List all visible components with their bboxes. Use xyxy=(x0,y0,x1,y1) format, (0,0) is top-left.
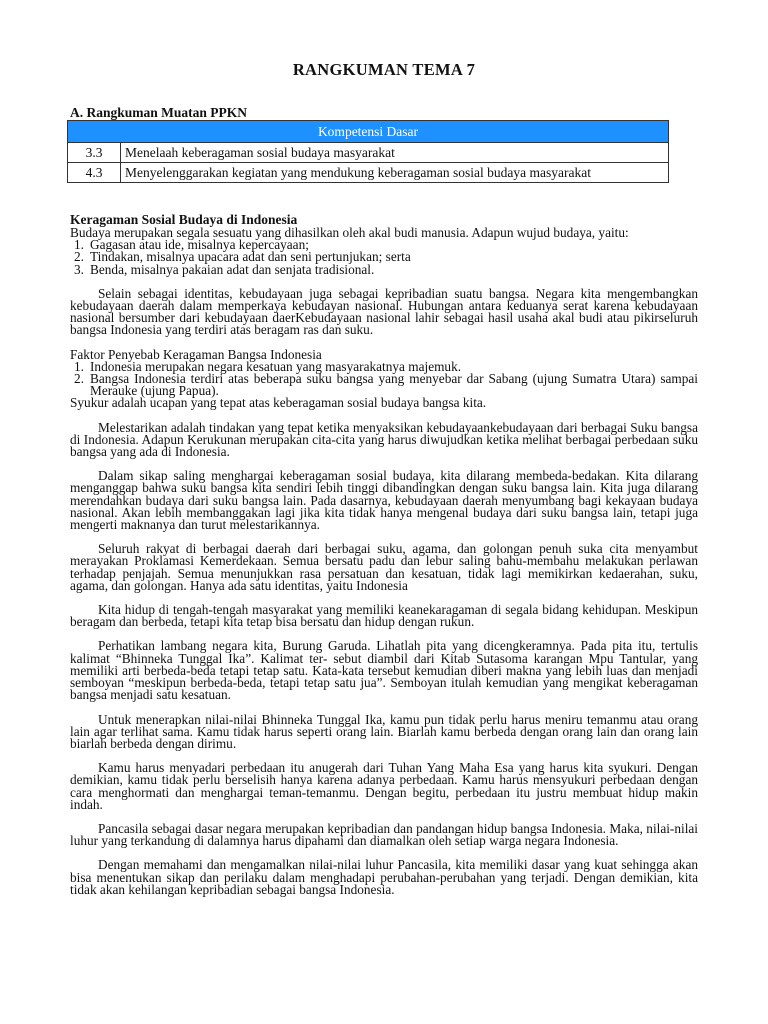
table-row xyxy=(68,143,669,163)
table-header: Kompetensi Dasar xyxy=(68,121,669,143)
paragraph: Pancasila sebagai dasar negara merupakan kepribadian dan pandangan hidup bangsa Indonesia. Maka, nilai-nilai luhur yang terkandung di dalamnya harus dipahami dan diamalkan oleh setiap warga negara Indonesia. xyxy=(70,820,698,849)
kd-text: Menyelenggarakan kegiatan yang mendukung keberagaman sosial budaya masyarakat xyxy=(121,163,669,183)
list-number: 1. xyxy=(74,358,84,374)
kd-text: Menelaah keberagaman sosial budaya masyarakat xyxy=(121,143,669,163)
kompetensi-dasar-table xyxy=(67,120,669,183)
list-number: 3. xyxy=(74,261,84,277)
intro-text: Budaya merupakan segala sesuatu yang dihasilkan oleh akal budi manusia. Adapun wujud budaya, yaitu: xyxy=(70,225,629,240)
paragraph: Perhatikan lambang negara kita, Burung Garuda. Lihatlah pita yang dicengkeramnya. Pada pita itu, tertulis kalimat “Bhinneka Tunggal Ika”. Kalimat ter- sebut diambil dari Kitab Sutasoma karangan Mpu Tantular, yang memiliki arti berbeda-beda tetapi tetap satu. Kata-kata tersebut kemudian diberi makna yang lebih luas dan menjadi semboyan “meskipun berbeda-beda, tetapi tetap satu jua”. Semboyan itulah kemudian yang mengikat keberagaman bangsa menjadi satu kesatuan. xyxy=(70,638,698,703)
body-content xyxy=(70,213,698,896)
kd-code: 3.3 xyxy=(68,143,121,163)
paragraph: Dalam sikap saling menghargai keberagaman sosial budaya, kita dilarang membeda-bedakan. Kita dilarang menganggap bahwa suku bangsa kita sendiri lebih tinggi dibandingkan dengan suku bangsa lain. Kita juga dilarang merendahkan budaya dari suku bangsa lain. Pada dasarnya, kebudayaan daerah menyumbang bagi kekayaan budaya nasional. Akan lebih membanggakan lagi jika kita tidak hanya mengenal budaya dari suku bangsa lain, tetapi juga mengerti maknanya dan turut melestarikannya. xyxy=(70,468,698,533)
wujud-budaya-list xyxy=(70,239,698,276)
paragraph: Dengan memahami dan mengamalkan nilai-nilai luhur Pancasila, kita memiliki dasar yang kuat sehingga akan bisa menentukan sikap dan perilaku dalam menghadapi perubahan-perubahan yang terjadi. Dengan demikian, kita tidak akan kehilangan kepribadian sebagai bangsa Indonesia. xyxy=(70,857,698,897)
section-heading: Keragaman Sosial Budaya di Indonesia xyxy=(70,212,298,227)
paragraph: Selain sebagai identitas, kebudayaan juga sebagai kepribadian suatu bangsa. Negara kita mengembangkan kebudayaan daerah dalam memperkaya kebudayan nasional. Hubungan antara keduanya serat karena kebudayaan nasional bersumber dari kebudayaan daerKebudayaan nasional lahir sebagai hasil usaha akal budi atau pikirseluruh bangsa Indonesia yang terdiri atas beragam ras dan suku. xyxy=(70,285,698,338)
list-number: 1. xyxy=(74,237,84,253)
faktor-list xyxy=(70,358,698,399)
list-text: Indonesia merupakan negara kesatuan yang masyarakatnya majemuk. xyxy=(90,358,462,374)
page-title: RANGKUMAN TEMA 7 xyxy=(292,60,476,79)
list-item xyxy=(70,373,698,397)
faktor-title: Faktor Penyebab Keragaman Bangsa Indonesia xyxy=(70,346,322,362)
list-item xyxy=(70,261,698,277)
kd-code: 4.3 xyxy=(68,163,121,183)
list-text: Bangsa Indonesia terdiri atas beberapa suku bangsa yang menyebar dar Sabang (ujung Sumatra Utara) sampai Merauke (ujung Papua). xyxy=(90,371,698,399)
list-text: Gagasan atau ide, misalnya kepercayaan; xyxy=(90,237,309,253)
table-row xyxy=(68,163,669,183)
paragraph: Untuk menerapkan nilai-nilai Bhinneka Tunggal Ika, kamu pun tidak perlu harus meniru temanmu atau orang lain agar terlihat sama. Kamu tidak harus seperti orang lain. Biarlah kamu berbeda dengan orang lain dan orang lain biarlah berbeda dengan dirimu. xyxy=(70,711,698,751)
paragraph: Melestarikan adalah tindakan yang tepat ketika menyaksikan kebudayaankebudayaan dari berbagai Suku bangsa di Indonesia. Adapun Kerukunan merupakan cita-cita yang harus diwujudkan ketika melihat berbagai perbedaan suku bangsa yang ada di Indonesia. xyxy=(70,419,698,460)
paragraph: Kita hidup di tengah-tengah masyarakat yang memiliki keanekaragaman di segala bidang kehidupan. Meskipun beragam dan berbeda, tetapi kita tetap bisa bersatu dan hidup dengan rukun. xyxy=(70,602,698,630)
list-text: Benda, misalnya pakaian adat dan senjata tradisional. xyxy=(90,261,375,277)
list-number: 2. xyxy=(74,249,84,265)
section-a-heading: A. Rangkuman Muatan PPKN xyxy=(70,105,248,120)
paragraph: Seluruh rakyat di berbagai daerah dari berbagai suku, agama, dan golongan penuh suka cita menyambut merayakan Proklamasi Kemerdekaan. Semua bersatu padu dan lebur saling bahu-membahu melakukan perlawan terhadap penjajah. Semua menunjukkan rasa persatuan dan kesatuan, tidak lagi memikirkan kedaerahan, suku, agama, dan golongan. Hanya ada satu identitas, yaitu Indonesia xyxy=(70,541,698,593)
list-number: 2. xyxy=(74,371,84,387)
paragraph: Kamu harus menyadari perbedaan itu anugerah dari Tuhan Yang Maha Esa yang harus kita syukuri. Dengan demikian, kamu tidak perlu berselisih hanya karena adanya perbedaan. Kamu harus mensyukuri perbedaan dengan cara menghormati dan menghargai teman-temanmu. Dengan begitu, perbedaan itu justru membuat hidup makin indah. xyxy=(70,760,698,812)
syukur-text: Syukur adalah ucapan yang tepat atas keberagaman sosial budaya bangsa kita. xyxy=(70,395,487,411)
list-text: Tindakan, misalnya upacara adat dan seni pertunjukan; serta xyxy=(90,249,411,265)
